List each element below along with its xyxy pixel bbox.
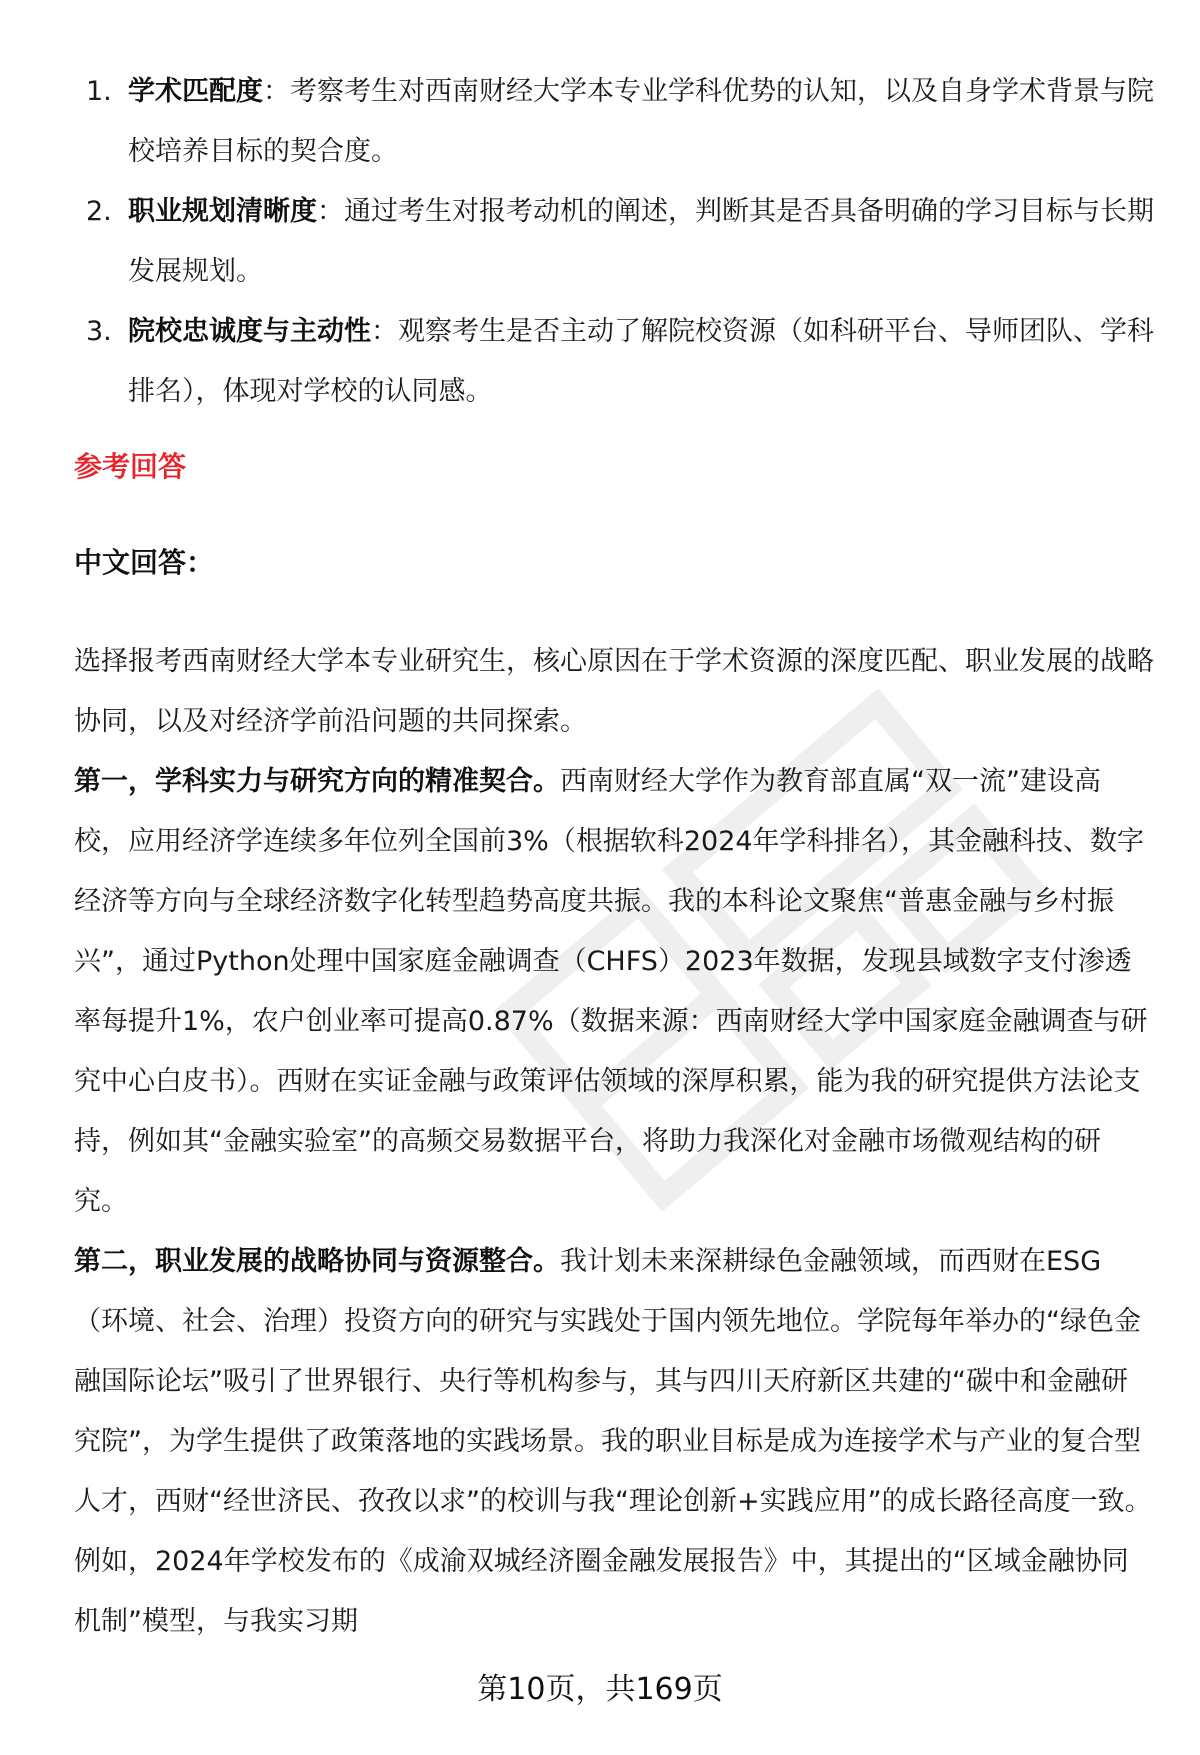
intro-paragraph: 选择报考西南财经大学本专业研究生，核心原因在于学术资源的深度匹配、职业发展的战略协同，以及对经济学前沿问题的共同探索。 xyxy=(74,646,1154,737)
criteria-text: ：观察考生是否主动了解院校资源（如科研平台、导师团队、学科排名），体现对学校的认同感。 xyxy=(128,316,1154,407)
paragraph-1-text: 西南财经大学作为教育部直属“双一流”建设高校，应用经济学连续多年位列全国前3%（根据软科2024年学科排名），其金融科技、数字经济等方向与全球经济数字化转型趋势高度共振。我的本科论文聚焦“普惠金融与乡村振兴”，通过Python处理中国家庭金融调查（CHFS）2023年数据，发现县域数字支付渗透率每提升1%，农户创业率可提高0.87%（数据来源：西南财经大学中国家庭金融调查与研究中心白皮书）。西财在实证金融与政策评估领域的深厚积累，能为我的研究提供方法论支持，例如其“金融实验室”的高频交易数据平台，将助力我深化对金融市场微观结构的研究。 xyxy=(74,766,1148,1217)
paragraph-2-lead: 第二，职业发展的战略协同与资源整合。 xyxy=(74,1246,560,1277)
criteria-item xyxy=(74,302,1154,422)
criteria-number: 2. xyxy=(86,196,112,227)
criteria-text: ：通过考生对报考动机的阐述，判断其是否具备明确的学习目标与长期发展规划。 xyxy=(128,196,1154,287)
chinese-answer-heading: 中文回答： xyxy=(74,546,215,579)
criteria-title: 学术匹配度 xyxy=(128,76,263,107)
page-number-footer: 第10页，共169页 xyxy=(477,1672,723,1707)
paragraph-2-text: 我计划未来深耕绿色金融领域，而西财在ESG（环境、社会、治理）投资方向的研究与实践处于国内领先地位。学院每年举办的“绿色金融国际论坛”吸引了世界银行、央行等机构参与，其与四川天府新区共建的“碳中和金融研究院”，为学生提供了政策落地的实践场景。我的职业目标是成为连接学术与产业的复合型人才，西财“经世济民、孜孜以求”的校训与我“理论创新+实践应用”的成长路径高度一致。例如，2024年学校发布的《成渝双城经济圈金融发展报告》中，其提出的“区域金融协同机制”模型，与我实习期 xyxy=(74,1246,1152,1637)
paragraph-1 xyxy=(74,752,1154,1232)
criteria-title: 院校忠诚度与主动性 xyxy=(128,316,371,347)
criteria-number: 1. xyxy=(86,76,112,107)
criteria-item xyxy=(74,182,1154,302)
paragraph-1-lead: 第一，学科实力与研究方向的精准契合。 xyxy=(74,766,560,797)
criteria-text: ：考察考生对西南财经大学本专业学科优势的认知，以及自身学术背景与院校培养目标的契合度。 xyxy=(128,76,1154,167)
answer-body xyxy=(74,632,1154,1652)
evaluation-criteria-list xyxy=(74,62,1154,422)
paragraph-2 xyxy=(74,1232,1154,1652)
criteria-number: 3. xyxy=(86,316,112,347)
reference-answer-heading: 参考回答 xyxy=(74,450,187,483)
criteria-title: 职业规划清晰度 xyxy=(128,196,317,227)
criteria-item xyxy=(74,62,1154,182)
